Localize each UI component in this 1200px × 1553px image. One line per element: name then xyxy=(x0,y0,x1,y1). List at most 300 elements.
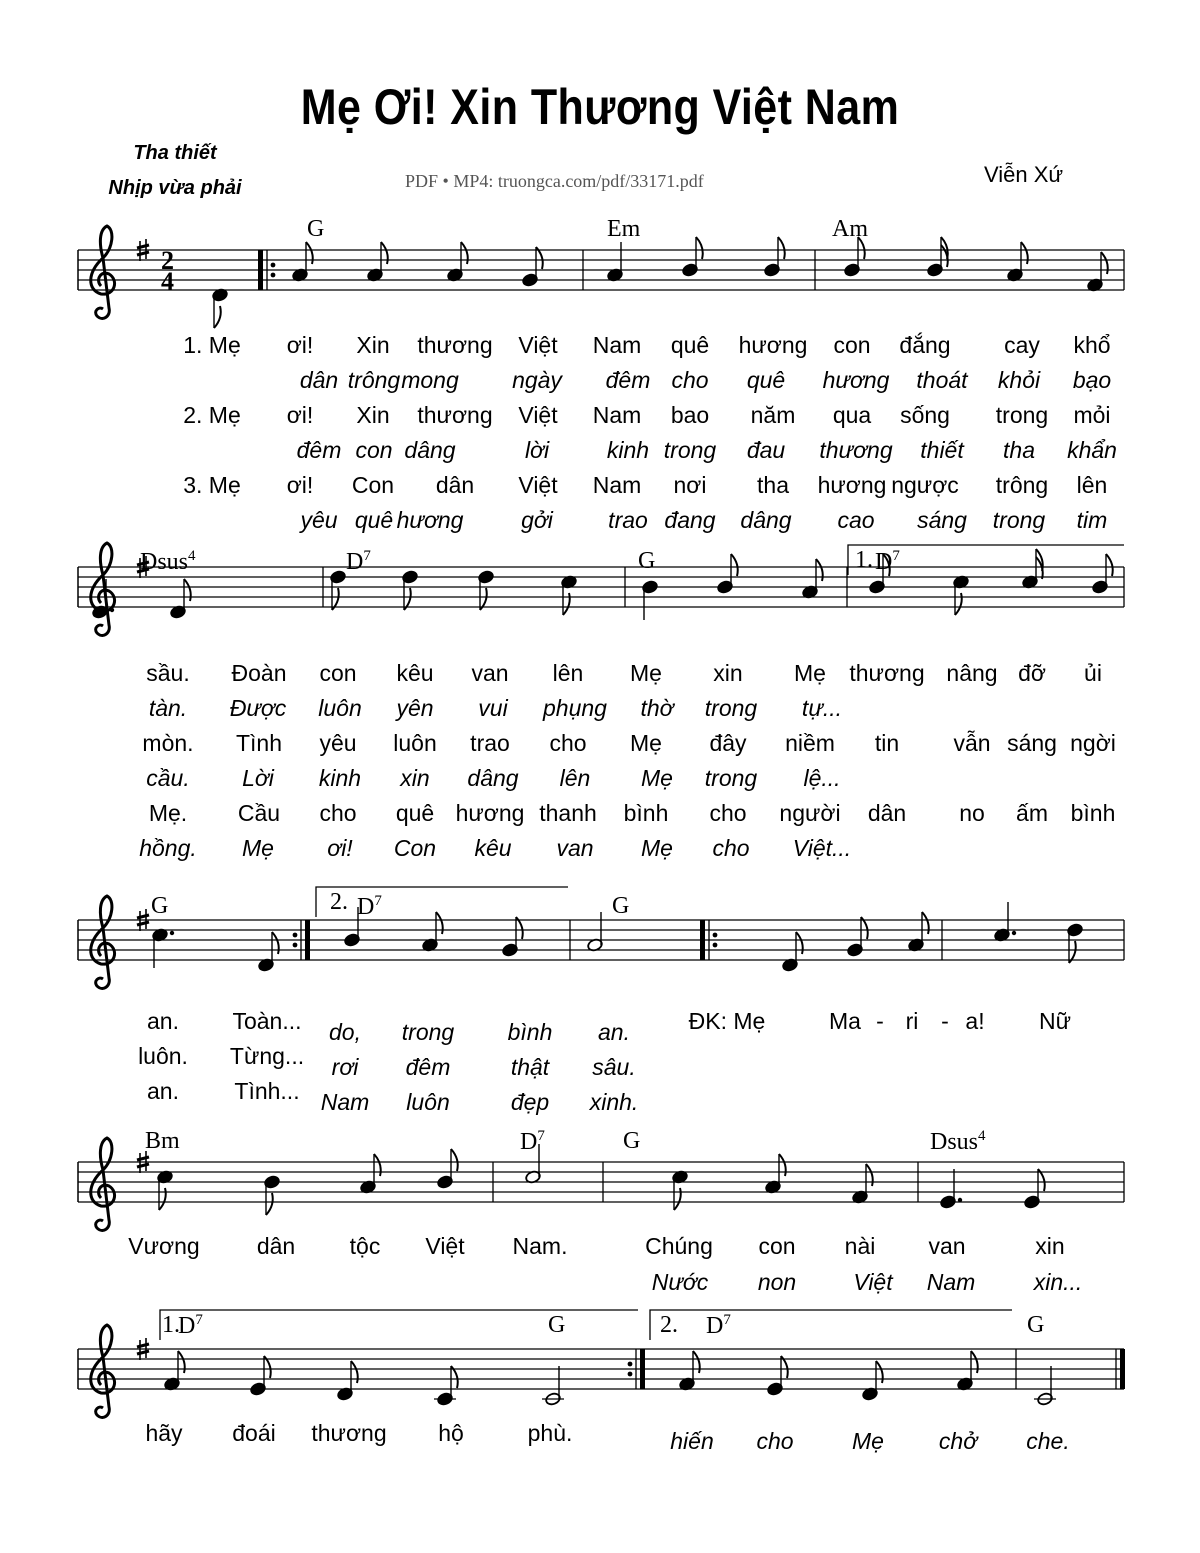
lyric-syllable: trông xyxy=(995,472,1049,498)
note xyxy=(672,1170,689,1210)
lyric-syllable: trong xyxy=(995,402,1049,428)
note xyxy=(679,1351,700,1391)
note xyxy=(1007,242,1028,282)
time-signature-top: 2 xyxy=(161,246,174,275)
lyric-syllable: Nữ xyxy=(1038,1008,1072,1034)
lyric-syllable: cho xyxy=(671,367,709,393)
note xyxy=(764,237,785,277)
note xyxy=(422,912,443,952)
note xyxy=(844,237,865,277)
lyric-syllable: rơi xyxy=(331,1054,359,1080)
lyric-syllable: Đoàn xyxy=(231,660,287,686)
chord-symbol: Em xyxy=(607,216,641,242)
lyric-syllable: đắng xyxy=(899,332,951,358)
lyric-syllable: khẩn xyxy=(1067,437,1117,463)
lyric-syllable: trong xyxy=(401,1019,455,1045)
chord-symbol: Am xyxy=(832,216,868,242)
note xyxy=(717,554,738,594)
lyric-syllable: khổ xyxy=(1073,332,1111,358)
lyric-syllable: tộc xyxy=(349,1233,381,1259)
lyric-syllable: đỡ xyxy=(1018,660,1046,686)
lyric-syllable: Con xyxy=(393,835,437,861)
lyric-syllable: tự... xyxy=(801,695,843,721)
note xyxy=(434,1366,458,1406)
note xyxy=(994,902,1016,942)
lyric-syllable: đang xyxy=(664,507,716,533)
treble-clef-icon xyxy=(91,1325,115,1417)
note xyxy=(258,932,279,972)
note xyxy=(1024,1169,1045,1209)
lyric-syllable: đây xyxy=(709,730,747,756)
volta-label: 2. xyxy=(330,889,348,915)
lyric-syllable: an. xyxy=(147,1008,179,1034)
lyric-syllable: luôn xyxy=(393,730,437,756)
lyric-syllable: người xyxy=(779,800,841,826)
lyric-syllable: con xyxy=(355,437,393,463)
lyric-syllable: bình xyxy=(1070,800,1116,826)
lyric-syllable: thương xyxy=(819,437,893,463)
lyric-syllable: hiến xyxy=(670,1428,714,1454)
lyric-syllable: lên xyxy=(1076,472,1108,498)
lyric-syllable: an. xyxy=(147,1078,179,1104)
lyric-syllable: thương xyxy=(417,402,493,428)
lyric-syllable: yêu xyxy=(300,507,338,533)
chord-symbol: G xyxy=(623,1128,641,1154)
note xyxy=(170,579,191,619)
note xyxy=(542,1366,564,1406)
lyric-syllable: ri xyxy=(905,1008,919,1034)
lyric-syllable: luôn xyxy=(318,695,362,721)
lyric-syllable: Cầu xyxy=(237,800,281,826)
lyric-line xyxy=(0,437,1200,467)
lyric-syllable: Mẹ xyxy=(641,765,673,791)
note xyxy=(847,917,868,957)
lyric-syllable: ĐK: Mẹ xyxy=(688,1008,766,1034)
chord-symbol: G xyxy=(307,216,325,242)
lyric-syllable: trông xyxy=(347,367,401,393)
lyric-syllable: thoát xyxy=(916,367,968,393)
lyric-syllable: cho xyxy=(709,800,747,826)
lyric-syllable: tha xyxy=(1003,437,1035,463)
lyric-syllable: sáng xyxy=(917,507,967,533)
lyric-syllable: đẹp xyxy=(510,1089,550,1115)
lyric-syllable: cho xyxy=(712,835,750,861)
source-link[interactable]: PDF • MP4: truongca.com/pdf/33171.pdf xyxy=(405,171,704,191)
lyric-syllable: dân xyxy=(435,472,475,498)
chord-symbol: Dsus$^4$ xyxy=(930,1128,986,1155)
lyric-syllable: thương xyxy=(311,1420,387,1446)
lyric-syllable: - xyxy=(876,1008,884,1034)
chord-symbol: Dsus$^4$ xyxy=(140,548,196,575)
lyric-line xyxy=(0,835,1200,865)
repeat-start xyxy=(258,250,263,290)
lyric-syllable: gởi xyxy=(521,507,553,533)
lyric-syllable: Từng... xyxy=(229,1043,305,1069)
lyric-syllable: tha xyxy=(757,472,789,498)
note xyxy=(1022,549,1043,589)
lyric-syllable: ơi! xyxy=(286,402,314,428)
lyric-syllable: hộ xyxy=(438,1420,464,1446)
lyric-line xyxy=(0,765,1200,795)
lyric-syllable: xin xyxy=(400,765,430,791)
note xyxy=(852,1164,873,1204)
lyric-syllable: cho xyxy=(756,1428,794,1454)
lyric-syllable: mòn. xyxy=(142,730,194,756)
lyric-syllable: năm xyxy=(750,402,796,428)
note xyxy=(502,917,523,957)
lyric-syllable: trong xyxy=(663,437,717,463)
lyric-syllable: cao xyxy=(837,507,875,533)
note xyxy=(607,242,624,282)
lyric-syllable: quê xyxy=(354,507,394,533)
lyric-syllable: lên xyxy=(552,660,584,686)
lyric-syllable: quê xyxy=(395,800,435,826)
lyric-syllable: hương xyxy=(817,472,887,498)
chord-symbol: G xyxy=(151,893,169,919)
lyric-line xyxy=(0,472,1200,502)
lyric-syllable: Việt... xyxy=(792,835,852,861)
note xyxy=(292,242,313,282)
volta-label: 1. xyxy=(855,547,873,573)
lyric-syllable: hồng. xyxy=(139,835,197,861)
lyric-syllable: niềm xyxy=(785,730,835,756)
lyric-syllable: Nam xyxy=(592,402,642,428)
lyric-syllable: 2. Mẹ xyxy=(183,402,241,428)
note xyxy=(908,912,929,952)
chord-symbol: G xyxy=(612,893,630,919)
lyric-syllable: Chúng xyxy=(645,1233,713,1259)
lyric-syllable: sầu. xyxy=(146,660,190,686)
lyric-syllable: bình xyxy=(623,800,669,826)
lyric-syllable: cho xyxy=(549,730,587,756)
lyric-syllable: mong xyxy=(401,367,459,393)
staff-system xyxy=(78,1325,1125,1417)
lyric-syllable: cho xyxy=(319,800,357,826)
note xyxy=(402,570,419,610)
lyric-syllable: Việt xyxy=(518,332,558,358)
lyric-syllable: mỏi xyxy=(1073,402,1111,428)
lyric-syllable: hương xyxy=(822,367,890,393)
lyric-line xyxy=(0,660,1200,690)
lyric-syllable: Xin xyxy=(356,332,390,358)
note xyxy=(561,575,578,615)
lyric-syllable: xin xyxy=(713,660,743,686)
volta-bracket xyxy=(160,1310,638,1340)
lyric-syllable: phụng xyxy=(543,695,607,721)
lyric-syllable: phù. xyxy=(527,1420,573,1446)
note xyxy=(642,580,659,620)
chord-symbol: $D^7$ xyxy=(178,1312,203,1339)
chord-symbol: G xyxy=(638,548,656,574)
lyric-syllable: qua xyxy=(832,402,872,428)
treble-clef-icon xyxy=(91,1138,115,1230)
lyric-syllable: Mẹ xyxy=(630,660,662,686)
lyric-syllable: con xyxy=(319,660,357,686)
lyric-syllable: Nam. xyxy=(512,1233,568,1259)
staff-system xyxy=(78,226,1124,328)
note xyxy=(264,1175,281,1215)
tempo-marking-expression: Tha thiết xyxy=(133,142,217,164)
lyric-line xyxy=(0,800,1200,830)
lyric-syllable: con xyxy=(833,332,871,358)
lyric-syllable: Vương xyxy=(128,1233,200,1259)
lyric-syllable: thương xyxy=(849,660,925,686)
lyric-syllable: xin xyxy=(1035,1233,1065,1259)
lyric-syllable: Mẹ xyxy=(641,835,673,861)
refrain-line xyxy=(0,1008,1200,1038)
lyric-syllable: bạo xyxy=(1072,367,1112,393)
chord-symbol: $D^7$ xyxy=(520,1128,545,1155)
chord-symbol: Bm xyxy=(145,1128,180,1154)
lyric-syllable: trao xyxy=(608,507,648,533)
lyric-syllable: hãy xyxy=(145,1420,183,1446)
note xyxy=(360,1154,381,1194)
lyric-line xyxy=(0,1089,1200,1119)
treble-clef-icon xyxy=(91,543,115,635)
note xyxy=(157,1170,174,1210)
lyric-line xyxy=(0,1054,1200,1084)
note xyxy=(767,1356,788,1396)
lyric-syllable: trong xyxy=(704,695,758,721)
lyric-syllable: vẫn xyxy=(953,730,991,756)
repeat-end xyxy=(293,933,298,938)
lyric-syllable: thương xyxy=(417,332,493,358)
lyric-syllable: bình xyxy=(507,1019,553,1045)
note xyxy=(1092,554,1113,594)
lyric-syllable: Nước xyxy=(651,1269,709,1295)
chord-symbol: G xyxy=(1027,1312,1045,1338)
lyric-line xyxy=(0,507,1200,537)
lyric-syllable: tin xyxy=(874,730,900,756)
lyric-syllable: luôn. xyxy=(138,1043,188,1069)
lyric-syllable: Mẹ xyxy=(852,1428,884,1454)
lyric-syllable: quê xyxy=(746,367,786,393)
note xyxy=(337,1361,358,1401)
lyric-syllable: sáng xyxy=(1007,730,1057,756)
staff-system xyxy=(78,543,1124,635)
chord-symbol: $D^7$ xyxy=(357,893,382,920)
lyric-syllable: hương xyxy=(738,332,808,358)
lyric-syllable: Việt xyxy=(853,1269,893,1295)
lyric-syllable: an. xyxy=(598,1019,630,1045)
lyric-syllable: thanh xyxy=(539,800,597,826)
lyric-syllable: con xyxy=(758,1233,796,1259)
lyric-line xyxy=(0,367,1200,397)
lyric-syllable: bao xyxy=(670,402,710,428)
lyric-syllable: Mẹ xyxy=(630,730,662,756)
lyric-syllable: sâu. xyxy=(592,1054,636,1080)
lyric-syllable: hương xyxy=(455,800,525,826)
chord-symbol: $D^7$ xyxy=(346,548,371,575)
lyric-syllable: vui xyxy=(478,695,508,721)
lyric-syllable: Việt xyxy=(518,402,558,428)
lyric-syllable: kinh xyxy=(606,437,650,463)
lyric-syllable: trong xyxy=(992,507,1046,533)
lyric-syllable: ấm xyxy=(1016,800,1048,826)
lyric-syllable: thờ xyxy=(640,695,674,721)
lyric-syllable: lên xyxy=(559,765,591,791)
lyric-syllable: quê xyxy=(670,332,710,358)
lyric-syllable: Nam xyxy=(592,332,642,358)
lyric-syllable: kinh xyxy=(318,765,362,791)
lyric-line xyxy=(0,332,1200,362)
staff-system xyxy=(78,896,1124,988)
lyric-syllable: trao xyxy=(470,730,510,756)
note xyxy=(447,242,468,282)
lyric-syllable: 3. Mẹ xyxy=(183,472,241,498)
lyric-syllable: van xyxy=(928,1233,966,1259)
lyric-syllable: dân xyxy=(867,800,907,826)
lyric-syllable: Lời xyxy=(242,765,274,791)
note xyxy=(927,237,948,277)
lyric-line xyxy=(0,1269,1200,1299)
lyric-syllable: nơi xyxy=(673,472,707,498)
note xyxy=(862,1361,883,1401)
note xyxy=(957,1351,978,1391)
lyric-syllable: lời xyxy=(524,437,550,463)
lyric-syllable: Mẹ. xyxy=(148,800,188,826)
note xyxy=(682,237,703,277)
note xyxy=(587,912,604,952)
lyric-syllable: Nam xyxy=(592,472,642,498)
lyric-syllable: Nam xyxy=(926,1269,976,1295)
lyric-syllable: Toàn... xyxy=(232,1008,302,1034)
note xyxy=(802,559,823,599)
lyric-syllable: nài xyxy=(844,1233,876,1259)
lyric-line xyxy=(0,1233,1200,1263)
lyric-syllable: do, xyxy=(329,1019,361,1045)
lyric-syllable: ơi! xyxy=(286,472,314,498)
treble-clef-icon xyxy=(91,226,115,318)
lyric-syllable: Được xyxy=(229,695,287,721)
lyric-syllable: xinh. xyxy=(589,1089,639,1115)
repeat-start xyxy=(700,920,705,960)
lyric-syllable: hương xyxy=(396,507,464,533)
lyric-syllable: dâng xyxy=(404,437,456,463)
lyric-syllable: che. xyxy=(1026,1428,1070,1454)
lyric-syllable: a! xyxy=(965,1008,985,1034)
lyric-syllable: đêm xyxy=(296,437,342,463)
lyric-syllable: - xyxy=(941,1008,949,1034)
lyric-syllable: tàn. xyxy=(148,695,188,721)
time-signature-bottom: 4 xyxy=(161,267,174,296)
lyric-syllable: van xyxy=(471,660,509,686)
lyric-syllable: dân xyxy=(256,1233,296,1259)
note xyxy=(522,247,543,287)
chord-symbol: $D^7$ xyxy=(875,548,900,575)
note xyxy=(765,1154,786,1194)
lyric-syllable: cay xyxy=(1004,332,1040,358)
note xyxy=(953,575,970,615)
note xyxy=(782,932,803,972)
lyric-syllable: ngày xyxy=(512,367,562,393)
note xyxy=(330,570,347,610)
chord-symbol: G xyxy=(548,1312,566,1338)
lyric-syllable: xin... xyxy=(1033,1269,1083,1295)
lyric-syllable: Mẹ xyxy=(794,660,826,686)
lyric-syllable: ơi! xyxy=(327,835,353,861)
lyric-syllable: yêu xyxy=(319,730,357,756)
lyric-syllable: đoái xyxy=(232,1420,276,1446)
lyric-syllable: Nam xyxy=(320,1089,370,1115)
lyric-syllable: 1. Mẹ xyxy=(183,332,241,358)
lyric-syllable: đêm xyxy=(405,1054,451,1080)
note xyxy=(367,242,388,282)
lyric-syllable: ủi xyxy=(1084,660,1102,686)
lyric-syllable: Mẹ xyxy=(242,835,274,861)
lyric-syllable: dân xyxy=(299,367,339,393)
lyric-syllable: chở xyxy=(938,1428,978,1454)
lyric-syllable: Ma xyxy=(829,1008,861,1034)
lyric-syllable: sống xyxy=(900,402,950,428)
lyric-syllable: thật xyxy=(510,1054,550,1080)
lyric-syllable: ngược xyxy=(891,472,959,498)
lyric-syllable: Tình xyxy=(235,730,283,756)
chord-symbol: $D^7$ xyxy=(706,1312,731,1339)
note xyxy=(940,1169,962,1209)
lyric-line xyxy=(0,695,1200,725)
lyric-syllable: nâng xyxy=(946,660,998,686)
volta-bracket xyxy=(316,887,568,917)
tempo-marking-speed: Nhịp vừa phải xyxy=(108,177,242,199)
lyric-syllable: kêu xyxy=(396,660,434,686)
note xyxy=(1067,923,1084,963)
note xyxy=(478,570,495,610)
lyric-syllable: yên xyxy=(396,695,434,721)
lyric-syllable: Việt xyxy=(425,1233,465,1259)
lyric-syllable: dâng xyxy=(740,507,792,533)
lyric-syllable: no xyxy=(959,800,985,826)
lyric-syllable: đau xyxy=(746,437,786,463)
lyric-syllable: cầu. xyxy=(146,765,190,791)
composer-name: Viễn Xứ xyxy=(984,162,1064,187)
lyric-syllable: Tình... xyxy=(234,1078,300,1104)
repeat-end xyxy=(628,1362,633,1367)
volta-bracket xyxy=(650,1310,1012,1340)
note xyxy=(212,288,229,328)
note xyxy=(1087,252,1108,292)
note xyxy=(164,1351,185,1391)
lyric-syllable: khỏi xyxy=(997,367,1041,393)
lyric-syllable: Xin xyxy=(356,402,390,428)
lyric-syllable: ngời xyxy=(1070,730,1116,756)
lyric-syllable: non xyxy=(757,1269,797,1295)
lyric-syllable: ơi! xyxy=(286,332,314,358)
note xyxy=(250,1356,271,1396)
lyric-syllable: thiết xyxy=(920,437,964,463)
lyric-syllable: luôn xyxy=(406,1089,450,1115)
lyric-syllable: dâng xyxy=(467,765,519,791)
lyric-syllable: lệ... xyxy=(803,765,841,791)
lyric-line xyxy=(0,402,1200,432)
note xyxy=(437,1149,458,1189)
lyric-syllable: Việt xyxy=(518,472,558,498)
note xyxy=(1034,1366,1056,1406)
lyric-syllable: kêu xyxy=(474,835,512,861)
song-title: Mẹ Ơi! Xin Thương Việt Nam xyxy=(300,79,900,135)
lyric-line xyxy=(0,1428,1200,1458)
volta-label: 2. xyxy=(660,1312,678,1338)
lyric-syllable: Con xyxy=(351,472,395,498)
note xyxy=(152,928,174,968)
lyric-syllable: đêm xyxy=(605,367,651,393)
lyric-syllable: van xyxy=(556,835,594,861)
lyric-line xyxy=(0,730,1200,760)
lyric-syllable: trong xyxy=(704,765,758,791)
lyric-syllable: tim xyxy=(1076,507,1108,533)
treble-clef-icon xyxy=(91,896,115,988)
volta-label: 1. xyxy=(162,1312,180,1338)
